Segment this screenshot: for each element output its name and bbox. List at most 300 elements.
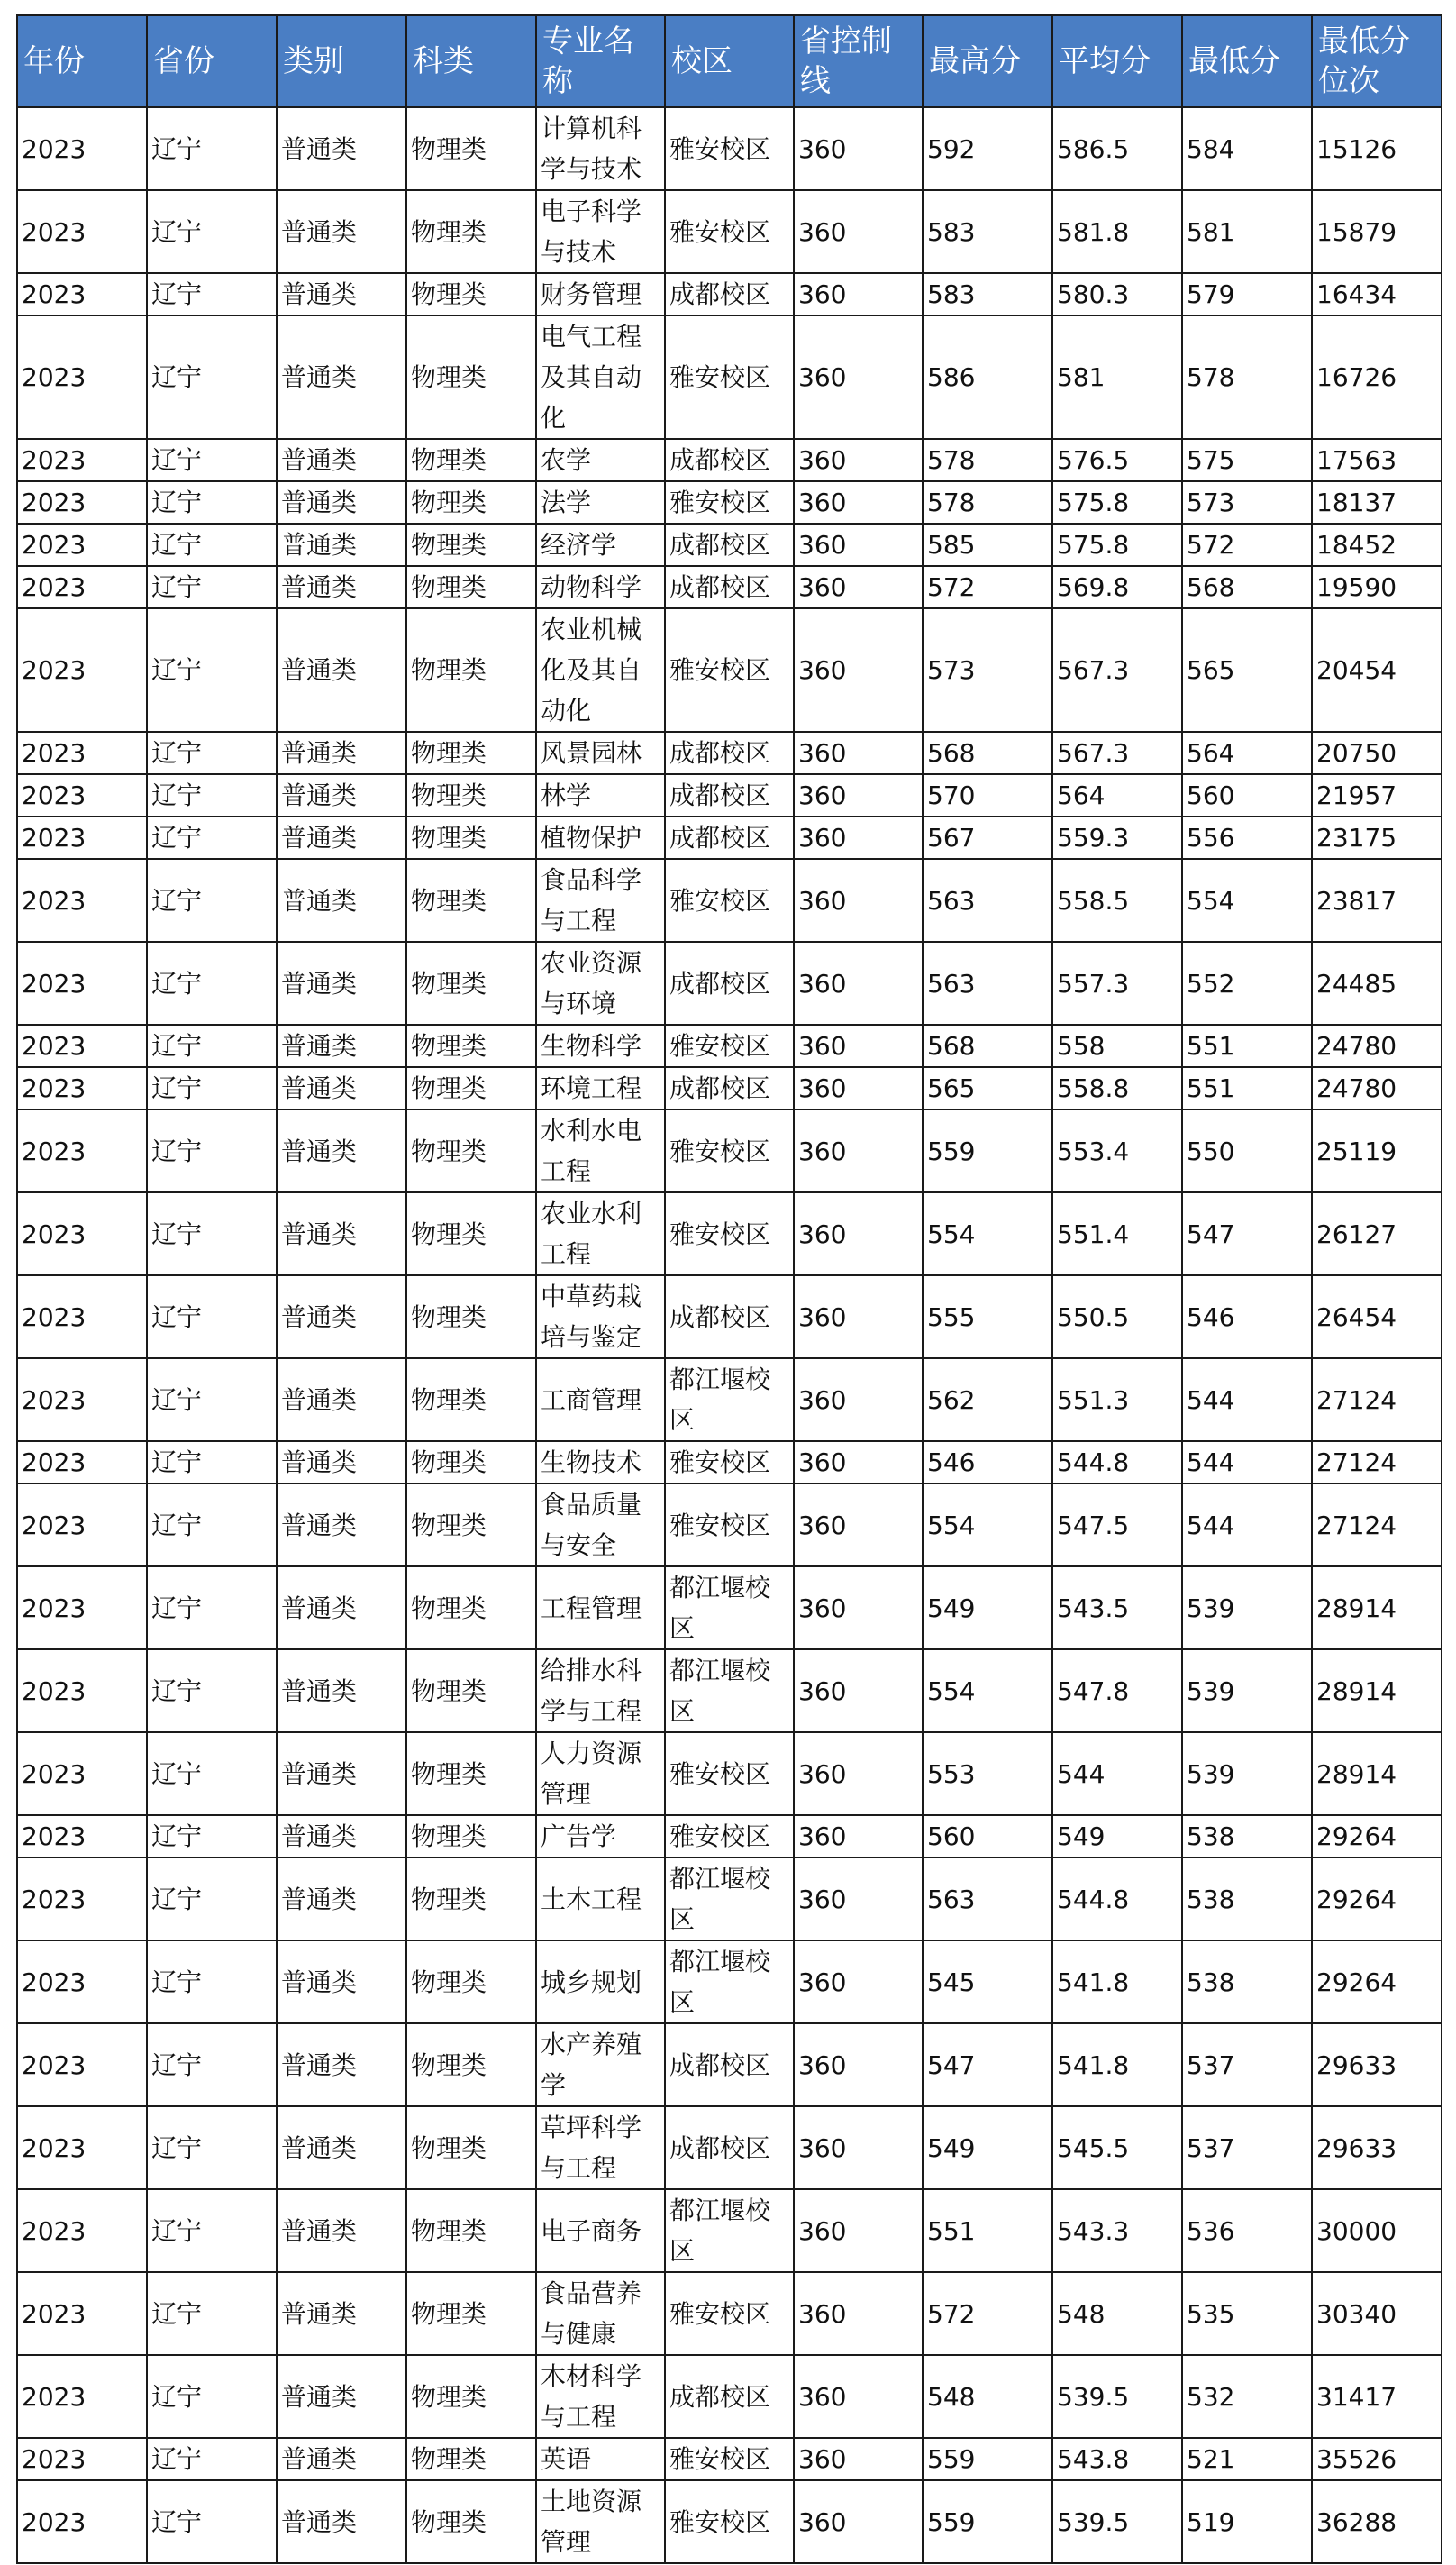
cell-major-name: 广告学: [536, 1815, 665, 1858]
cell-major-name: 经济学: [536, 524, 665, 566]
table-row: [17, 524, 1442, 566]
cell-subject-type: 物理类: [406, 1441, 536, 1483]
cell-min-score: 547: [1182, 1192, 1312, 1275]
cell-major-name: 土地资源管理: [536, 2480, 665, 2563]
cell-year: 2023: [17, 1566, 147, 1649]
cell-campus: 成都校区: [665, 2023, 794, 2106]
cell-province: 辽宁: [147, 524, 277, 566]
cell-min-rank: 29264: [1312, 1815, 1442, 1858]
cell-subject-type: 物理类: [406, 190, 536, 273]
cell-year: 2023: [17, 566, 147, 608]
cell-control-line: 360: [794, 1192, 923, 1275]
cell-campus: 雅安校区: [665, 1192, 794, 1275]
cell-campus: 都江堰校区: [665, 1940, 794, 2023]
cell-category: 普通类: [277, 1815, 406, 1858]
cell-min-rank: 36288: [1312, 2480, 1442, 2563]
cell-category: 普通类: [277, 1192, 406, 1275]
cell-min-rank: 28914: [1312, 1566, 1442, 1649]
cell-campus: 成都校区: [665, 774, 794, 817]
cell-year: 2023: [17, 1858, 147, 1940]
cell-year: 2023: [17, 1649, 147, 1732]
cell-min-rank: 28914: [1312, 1732, 1442, 1815]
cell-min-score: 537: [1182, 2023, 1312, 2106]
cell-avg-score: 543.5: [1052, 1566, 1182, 1649]
cell-campus: 都江堰校区: [665, 2189, 794, 2272]
cell-province: 辽宁: [147, 1649, 277, 1732]
table-row: [17, 1275, 1442, 1358]
cell-avg-score: 553.4: [1052, 1109, 1182, 1192]
cell-category: 普通类: [277, 1649, 406, 1732]
cell-min-rank: 17563: [1312, 439, 1442, 481]
header-max-score: 最高分: [923, 15, 1052, 107]
cell-max-score: 563: [923, 859, 1052, 942]
cell-major-name: 法学: [536, 481, 665, 524]
cell-year: 2023: [17, 439, 147, 481]
cell-campus: 成都校区: [665, 942, 794, 1025]
cell-campus: 都江堰校区: [665, 1649, 794, 1732]
cell-category: 普通类: [277, 2272, 406, 2355]
cell-control-line: 360: [794, 1109, 923, 1192]
cell-max-score: 551: [923, 2189, 1052, 2272]
cell-avg-score: 539.5: [1052, 2480, 1182, 2563]
header-major-name: 专业名称: [536, 15, 665, 107]
cell-min-rank: 29633: [1312, 2106, 1442, 2189]
cell-campus: 雅安校区: [665, 1025, 794, 1067]
cell-min-score: 551: [1182, 1067, 1312, 1109]
cell-campus: 雅安校区: [665, 107, 794, 190]
cell-min-score: 560: [1182, 774, 1312, 817]
cell-category: 普通类: [277, 608, 406, 732]
cell-max-score: 549: [923, 1566, 1052, 1649]
cell-max-score: 546: [923, 1441, 1052, 1483]
cell-min-score: 575: [1182, 439, 1312, 481]
cell-category: 普通类: [277, 1483, 406, 1566]
cell-subject-type: 物理类: [406, 2480, 536, 2563]
cell-subject-type: 物理类: [406, 1067, 536, 1109]
table-row: [17, 2106, 1442, 2189]
cell-control-line: 360: [794, 524, 923, 566]
cell-campus: 成都校区: [665, 524, 794, 566]
cell-control-line: 360: [794, 2480, 923, 2563]
cell-province: 辽宁: [147, 1815, 277, 1858]
cell-major-name: 木材科学与工程: [536, 2355, 665, 2438]
cell-subject-type: 物理类: [406, 481, 536, 524]
cell-year: 2023: [17, 859, 147, 942]
cell-category: 普通类: [277, 566, 406, 608]
cell-campus: 雅安校区: [665, 2272, 794, 2355]
cell-major-name: 电气工程及其自动化: [536, 315, 665, 439]
cell-control-line: 360: [794, 439, 923, 481]
cell-subject-type: 物理类: [406, 2106, 536, 2189]
cell-min-rank: 18452: [1312, 524, 1442, 566]
cell-min-rank: 24780: [1312, 1025, 1442, 1067]
table-row: [17, 1025, 1442, 1067]
cell-major-name: 计算机科学与技术: [536, 107, 665, 190]
cell-province: 辽宁: [147, 1566, 277, 1649]
cell-max-score: 563: [923, 1858, 1052, 1940]
cell-subject-type: 物理类: [406, 273, 536, 315]
cell-control-line: 360: [794, 190, 923, 273]
cell-campus: 成都校区: [665, 1067, 794, 1109]
cell-min-score: 572: [1182, 524, 1312, 566]
cell-max-score: 547: [923, 2023, 1052, 2106]
cell-province: 辽宁: [147, 859, 277, 942]
table-row: [17, 1358, 1442, 1441]
cell-major-name: 电子商务: [536, 2189, 665, 2272]
cell-subject-type: 物理类: [406, 2438, 536, 2480]
cell-major-name: 食品科学与工程: [536, 859, 665, 942]
cell-max-score: 545: [923, 1940, 1052, 2023]
cell-min-score: 539: [1182, 1732, 1312, 1815]
cell-min-rank: 24780: [1312, 1067, 1442, 1109]
cell-avg-score: 576.5: [1052, 439, 1182, 481]
cell-min-rank: 15126: [1312, 107, 1442, 190]
cell-avg-score: 581.8: [1052, 190, 1182, 273]
cell-min-score: 519: [1182, 2480, 1312, 2563]
cell-year: 2023: [17, 2355, 147, 2438]
cell-subject-type: 物理类: [406, 817, 536, 859]
cell-year: 2023: [17, 1025, 147, 1067]
header-min-rank: 最低分位次: [1312, 15, 1442, 107]
cell-major-name: 水利水电工程: [536, 1109, 665, 1192]
cell-major-name: 给排水科学与工程: [536, 1649, 665, 1732]
cell-province: 辽宁: [147, 732, 277, 774]
table-row: [17, 2438, 1442, 2480]
cell-major-name: 生物技术: [536, 1441, 665, 1483]
cell-category: 普通类: [277, 2480, 406, 2563]
table-row: [17, 2189, 1442, 2272]
cell-campus: 成都校区: [665, 1275, 794, 1358]
cell-max-score: 555: [923, 1275, 1052, 1358]
cell-campus: 雅安校区: [665, 190, 794, 273]
cell-category: 普通类: [277, 1858, 406, 1940]
cell-category: 普通类: [277, 1067, 406, 1109]
cell-province: 辽宁: [147, 1940, 277, 2023]
cell-major-name: 林学: [536, 774, 665, 817]
cell-category: 普通类: [277, 2438, 406, 2480]
cell-province: 辽宁: [147, 439, 277, 481]
cell-year: 2023: [17, 481, 147, 524]
cell-province: 辽宁: [147, 608, 277, 732]
cell-min-score: 550: [1182, 1109, 1312, 1192]
cell-category: 普通类: [277, 2355, 406, 2438]
cell-max-score: 572: [923, 2272, 1052, 2355]
cell-year: 2023: [17, 2438, 147, 2480]
cell-control-line: 360: [794, 2023, 923, 2106]
cell-max-score: 586: [923, 315, 1052, 439]
cell-campus: 雅安校区: [665, 481, 794, 524]
cell-year: 2023: [17, 1940, 147, 2023]
cell-min-rank: 26127: [1312, 1192, 1442, 1275]
table-row: [17, 1649, 1442, 1732]
cell-min-rank: 20454: [1312, 608, 1442, 732]
cell-major-name: 草坪科学与工程: [536, 2106, 665, 2189]
cell-min-rank: 27124: [1312, 1441, 1442, 1483]
cell-avg-score: 544: [1052, 1732, 1182, 1815]
cell-min-score: 584: [1182, 107, 1312, 190]
cell-avg-score: 545.5: [1052, 2106, 1182, 2189]
cell-min-rank: 28914: [1312, 1649, 1442, 1732]
cell-avg-score: 559.3: [1052, 817, 1182, 859]
cell-avg-score: 564: [1052, 774, 1182, 817]
cell-max-score: 572: [923, 566, 1052, 608]
table-row: [17, 2355, 1442, 2438]
cell-min-rank: 29633: [1312, 2023, 1442, 2106]
header-campus: 校区: [665, 15, 794, 107]
cell-subject-type: 物理类: [406, 2023, 536, 2106]
cell-min-rank: 21957: [1312, 774, 1442, 817]
cell-min-rank: 25119: [1312, 1109, 1442, 1192]
cell-major-name: 中草药栽培与鉴定: [536, 1275, 665, 1358]
cell-year: 2023: [17, 315, 147, 439]
cell-category: 普通类: [277, 1358, 406, 1441]
cell-province: 辽宁: [147, 1483, 277, 1566]
cell-category: 普通类: [277, 1109, 406, 1192]
cell-subject-type: 物理类: [406, 566, 536, 608]
cell-avg-score: 557.3: [1052, 942, 1182, 1025]
cell-avg-score: 543.3: [1052, 2189, 1182, 2272]
cell-min-rank: 30000: [1312, 2189, 1442, 2272]
cell-control-line: 360: [794, 566, 923, 608]
cell-year: 2023: [17, 1192, 147, 1275]
cell-min-rank: 31417: [1312, 2355, 1442, 2438]
cell-year: 2023: [17, 1067, 147, 1109]
cell-avg-score: 544.8: [1052, 1858, 1182, 1940]
table-row: [17, 2480, 1442, 2563]
cell-year: 2023: [17, 1441, 147, 1483]
table-row: [17, 190, 1442, 273]
cell-major-name: 生物科学: [536, 1025, 665, 1067]
cell-avg-score: 569.8: [1052, 566, 1182, 608]
cell-control-line: 360: [794, 273, 923, 315]
cell-year: 2023: [17, 732, 147, 774]
cell-max-score: 554: [923, 1192, 1052, 1275]
cell-year: 2023: [17, 2189, 147, 2272]
cell-avg-score: 575.8: [1052, 481, 1182, 524]
cell-province: 辽宁: [147, 315, 277, 439]
cell-province: 辽宁: [147, 273, 277, 315]
cell-category: 普通类: [277, 524, 406, 566]
header-control-line: 省控制线: [794, 15, 923, 107]
cell-subject-type: 物理类: [406, 608, 536, 732]
cell-subject-type: 物理类: [406, 1358, 536, 1441]
cell-avg-score: 547.5: [1052, 1483, 1182, 1566]
cell-control-line: 360: [794, 2189, 923, 2272]
cell-year: 2023: [17, 817, 147, 859]
header-min-score: 最低分: [1182, 15, 1312, 107]
cell-category: 普通类: [277, 439, 406, 481]
cell-category: 普通类: [277, 1025, 406, 1067]
cell-min-score: 564: [1182, 732, 1312, 774]
header-subject-type: 科类: [406, 15, 536, 107]
cell-avg-score: 551.3: [1052, 1358, 1182, 1441]
cell-category: 普通类: [277, 732, 406, 774]
cell-campus: 都江堰校区: [665, 1858, 794, 1940]
cell-major-name: 农业水利工程: [536, 1192, 665, 1275]
table-row: [17, 566, 1442, 608]
cell-province: 辽宁: [147, 2480, 277, 2563]
cell-province: 辽宁: [147, 1275, 277, 1358]
cell-min-score: 538: [1182, 1940, 1312, 2023]
cell-campus: 成都校区: [665, 566, 794, 608]
cell-control-line: 360: [794, 942, 923, 1025]
cell-category: 普通类: [277, 774, 406, 817]
cell-control-line: 360: [794, 1815, 923, 1858]
cell-min-rank: 20750: [1312, 732, 1442, 774]
cell-min-score: 556: [1182, 817, 1312, 859]
table-row: [17, 774, 1442, 817]
cell-category: 普通类: [277, 273, 406, 315]
table-row: [17, 273, 1442, 315]
cell-min-rank: 27124: [1312, 1483, 1442, 1566]
cell-avg-score: 567.3: [1052, 732, 1182, 774]
cell-min-score: 552: [1182, 942, 1312, 1025]
cell-control-line: 360: [794, 1067, 923, 1109]
cell-min-score: 546: [1182, 1275, 1312, 1358]
cell-control-line: 360: [794, 2355, 923, 2438]
cell-campus: 成都校区: [665, 273, 794, 315]
cell-category: 普通类: [277, 481, 406, 524]
cell-year: 2023: [17, 1275, 147, 1358]
cell-year: 2023: [17, 1732, 147, 1815]
cell-avg-score: 550.5: [1052, 1275, 1182, 1358]
cell-avg-score: 580.3: [1052, 273, 1182, 315]
cell-subject-type: 物理类: [406, 732, 536, 774]
cell-campus: 雅安校区: [665, 1441, 794, 1483]
cell-province: 辽宁: [147, 774, 277, 817]
cell-major-name: 电子科学与技术: [536, 190, 665, 273]
cell-major-name: 农业资源与环境: [536, 942, 665, 1025]
cell-major-name: 环境工程: [536, 1067, 665, 1109]
cell-province: 辽宁: [147, 1109, 277, 1192]
cell-max-score: 568: [923, 1025, 1052, 1067]
cell-category: 普通类: [277, 1566, 406, 1649]
table-header-row: [17, 15, 1442, 107]
cell-major-name: 农学: [536, 439, 665, 481]
cell-category: 普通类: [277, 107, 406, 190]
cell-min-score: 544: [1182, 1358, 1312, 1441]
cell-min-rank: 23175: [1312, 817, 1442, 859]
cell-avg-score: 558: [1052, 1025, 1182, 1067]
cell-year: 2023: [17, 190, 147, 273]
cell-min-rank: 24485: [1312, 942, 1442, 1025]
cell-max-score: 553: [923, 1732, 1052, 1815]
cell-province: 辽宁: [147, 942, 277, 1025]
cell-major-name: 植物保护: [536, 817, 665, 859]
cell-campus: 都江堰校区: [665, 1566, 794, 1649]
cell-province: 辽宁: [147, 1858, 277, 1940]
cell-min-score: 578: [1182, 315, 1312, 439]
cell-category: 普通类: [277, 942, 406, 1025]
cell-max-score: 565: [923, 1067, 1052, 1109]
cell-province: 辽宁: [147, 1025, 277, 1067]
table-row: [17, 1192, 1442, 1275]
cell-min-score: 535: [1182, 2272, 1312, 2355]
table-row: [17, 1067, 1442, 1109]
cell-min-rank: 29264: [1312, 1858, 1442, 1940]
cell-min-rank: 18137: [1312, 481, 1442, 524]
cell-year: 2023: [17, 1358, 147, 1441]
cell-max-score: 592: [923, 107, 1052, 190]
cell-min-score: 544: [1182, 1483, 1312, 1566]
cell-year: 2023: [17, 774, 147, 817]
cell-control-line: 360: [794, 732, 923, 774]
cell-major-name: 英语: [536, 2438, 665, 2480]
cell-major-name: 工商管理: [536, 1358, 665, 1441]
cell-subject-type: 物理类: [406, 1649, 536, 1732]
cell-category: 普通类: [277, 315, 406, 439]
cell-campus: 都江堰校区: [665, 1358, 794, 1441]
cell-min-rank: 29264: [1312, 1940, 1442, 2023]
cell-subject-type: 物理类: [406, 942, 536, 1025]
cell-province: 辽宁: [147, 107, 277, 190]
table-row: [17, 439, 1442, 481]
cell-control-line: 360: [794, 1358, 923, 1441]
cell-min-score: 539: [1182, 1566, 1312, 1649]
cell-major-name: 食品营养与健康: [536, 2272, 665, 2355]
cell-year: 2023: [17, 2272, 147, 2355]
cell-avg-score: 541.8: [1052, 2023, 1182, 2106]
cell-year: 2023: [17, 524, 147, 566]
cell-province: 辽宁: [147, 1067, 277, 1109]
cell-max-score: 578: [923, 439, 1052, 481]
cell-province: 辽宁: [147, 1732, 277, 1815]
header-province: 省份: [147, 15, 277, 107]
cell-subject-type: 物理类: [406, 1940, 536, 2023]
cell-control-line: 360: [794, 2438, 923, 2480]
cell-year: 2023: [17, 2480, 147, 2563]
cell-max-score: 573: [923, 608, 1052, 732]
cell-control-line: 360: [794, 608, 923, 732]
cell-province: 辽宁: [147, 566, 277, 608]
cell-subject-type: 物理类: [406, 1858, 536, 1940]
cell-subject-type: 物理类: [406, 1109, 536, 1192]
header-category: 类别: [277, 15, 406, 107]
cell-year: 2023: [17, 942, 147, 1025]
cell-category: 普通类: [277, 1441, 406, 1483]
cell-min-score: 573: [1182, 481, 1312, 524]
cell-province: 辽宁: [147, 2023, 277, 2106]
cell-province: 辽宁: [147, 2106, 277, 2189]
table-row: [17, 2023, 1442, 2106]
cell-max-score: 560: [923, 1815, 1052, 1858]
cell-year: 2023: [17, 1815, 147, 1858]
cell-control-line: 360: [794, 315, 923, 439]
cell-subject-type: 物理类: [406, 1275, 536, 1358]
cell-control-line: 360: [794, 1649, 923, 1732]
cell-major-name: 动物科学: [536, 566, 665, 608]
cell-control-line: 360: [794, 1566, 923, 1649]
cell-min-score: 539: [1182, 1649, 1312, 1732]
cell-max-score: 559: [923, 2438, 1052, 2480]
cell-avg-score: 581: [1052, 315, 1182, 439]
cell-subject-type: 物理类: [406, 107, 536, 190]
cell-subject-type: 物理类: [406, 1815, 536, 1858]
cell-control-line: 360: [794, 774, 923, 817]
cell-campus: 成都校区: [665, 817, 794, 859]
cell-control-line: 360: [794, 481, 923, 524]
cell-control-line: 360: [794, 859, 923, 942]
cell-max-score: 570: [923, 774, 1052, 817]
cell-province: 辽宁: [147, 2189, 277, 2272]
cell-max-score: 559: [923, 2480, 1052, 2563]
cell-control-line: 360: [794, 1441, 923, 1483]
cell-avg-score: 541.8: [1052, 1940, 1182, 2023]
cell-avg-score: 586.5: [1052, 107, 1182, 190]
cell-campus: 成都校区: [665, 2106, 794, 2189]
cell-min-score: 538: [1182, 1858, 1312, 1940]
table-row: [17, 1109, 1442, 1192]
